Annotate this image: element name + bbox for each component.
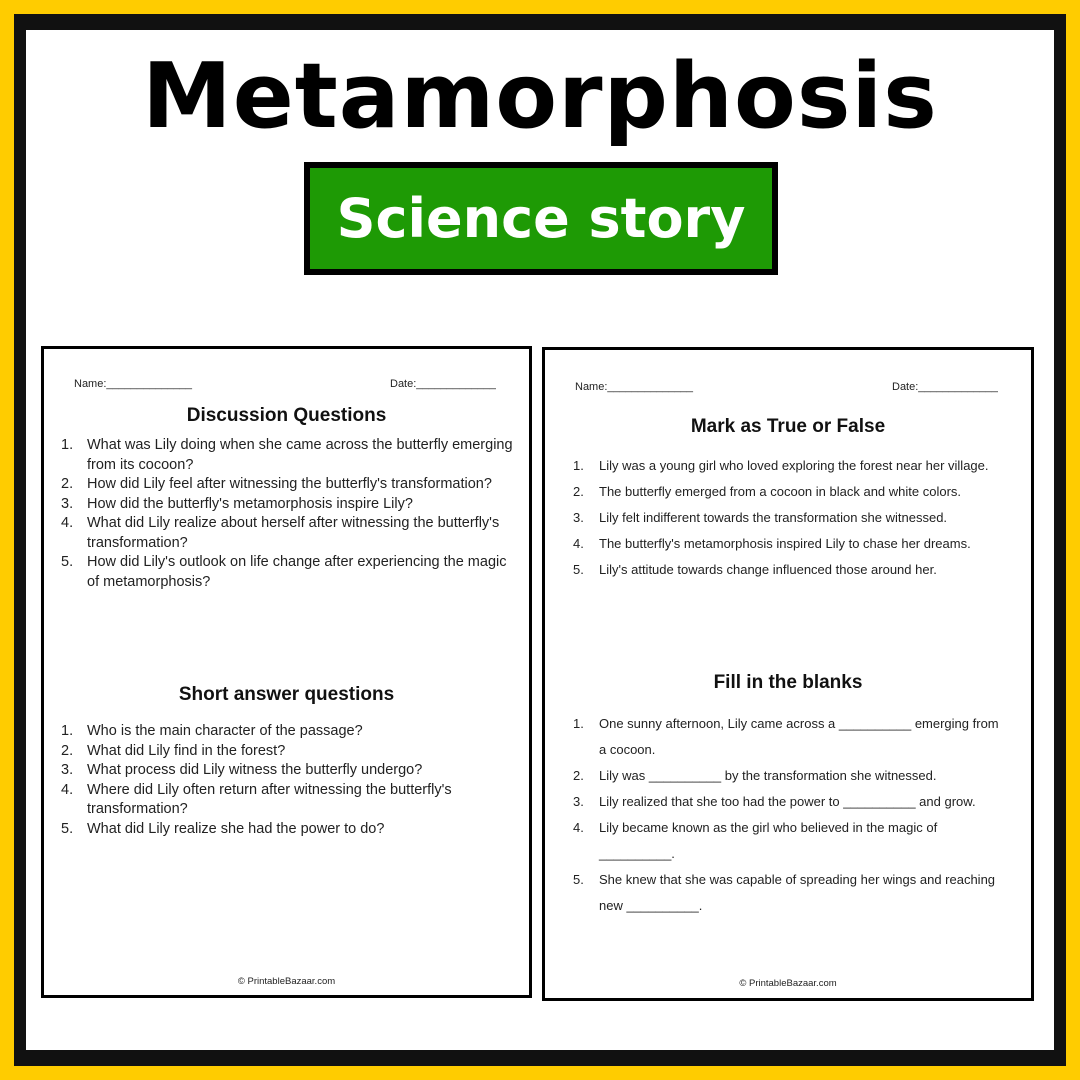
subtitle-banner xyxy=(304,162,778,275)
list-item: 1. Who is the main character of the passage? xyxy=(61,723,363,739)
list-item: 2. What did Lily find in the forest? xyxy=(61,742,286,759)
name-field-label: Name:______________ xyxy=(575,381,694,393)
true-false-list xyxy=(573,453,1013,583)
discussion-questions-heading: Discussion Questions xyxy=(186,405,387,426)
date-field-label: Date:_____________ xyxy=(892,381,998,393)
list-item: 2. Lily was __________ by the transformation she witnessed. xyxy=(573,768,937,783)
list-item: 5. How did Lily's outlook on life change after experiencing the magic of metamorphosis? xyxy=(61,554,507,590)
list-item: 4. Lily became known as the girl who believed in the magic of __________. xyxy=(573,820,938,861)
list-item: 2. How did Lily feel after witnessing the butterfly's transformation? xyxy=(61,476,492,492)
date-field-label: Date:_____________ xyxy=(390,378,496,390)
discussion-questions-list xyxy=(61,436,521,592)
true-false-heading: Mark as True or False xyxy=(690,416,886,437)
list-item: 2. The butterfly emerged from a cocoon in black and white colors. xyxy=(573,484,962,499)
list-item: 1. Lily was a young girl who loved exploring the forest near her village. xyxy=(573,458,989,473)
copyright-footer: © PrintableBazaar.com xyxy=(739,978,837,989)
list-item: 3. Lily felt indifferent towards the transformation she witnessed. xyxy=(573,510,948,525)
subtitle-banner-fill xyxy=(310,168,772,269)
list-item: 1. What was Lily doing when she came across the butterfly emerging from its cocoon? xyxy=(61,437,513,473)
list-item: 3. Lily realized that she too had the power to __________ and grow. xyxy=(573,794,976,809)
list-item: 5. Lily's attitude towards change influenced those around her. xyxy=(573,562,937,577)
fill-in-blanks-heading: Fill in the blanks xyxy=(713,672,863,693)
page-title: Metamorphosis xyxy=(142,44,938,149)
list-item: 3. What process did Lily witness the butterfly undergo? xyxy=(61,762,423,778)
worksheet-page-right xyxy=(542,347,1034,1001)
list-item: 3. How did the butterfly's metamorphosis inspire Lily? xyxy=(61,495,413,512)
list-item: 5. She knew that she was capable of spreading her wings and reaching new __________. xyxy=(573,872,996,913)
worksheet-page-left xyxy=(41,346,532,998)
list-item: 4. What did Lily realize about herself after witnessing the butterfly's transformation? xyxy=(61,515,500,551)
name-field-label: Name:______________ xyxy=(74,378,193,390)
list-item: 4. The butterfly's metamorphosis inspired Lily to chase her dreams. xyxy=(573,536,971,551)
short-answer-list xyxy=(61,722,521,839)
subtitle-text: Science story xyxy=(336,186,746,250)
copyright-footer: © PrintableBazaar.com xyxy=(237,976,336,987)
fill-in-blanks-list xyxy=(573,711,1005,919)
list-item: 4. Where did Lily often return after witnessing the butterfly's transformation? xyxy=(61,781,452,817)
short-answer-heading: Short answer questions xyxy=(178,684,395,705)
list-item: 1. One sunny afternoon, Lily came across a __________ emerging from a cocoon. xyxy=(573,716,999,757)
list-item: 5. What did Lily realize she had the power to do? xyxy=(61,820,385,837)
